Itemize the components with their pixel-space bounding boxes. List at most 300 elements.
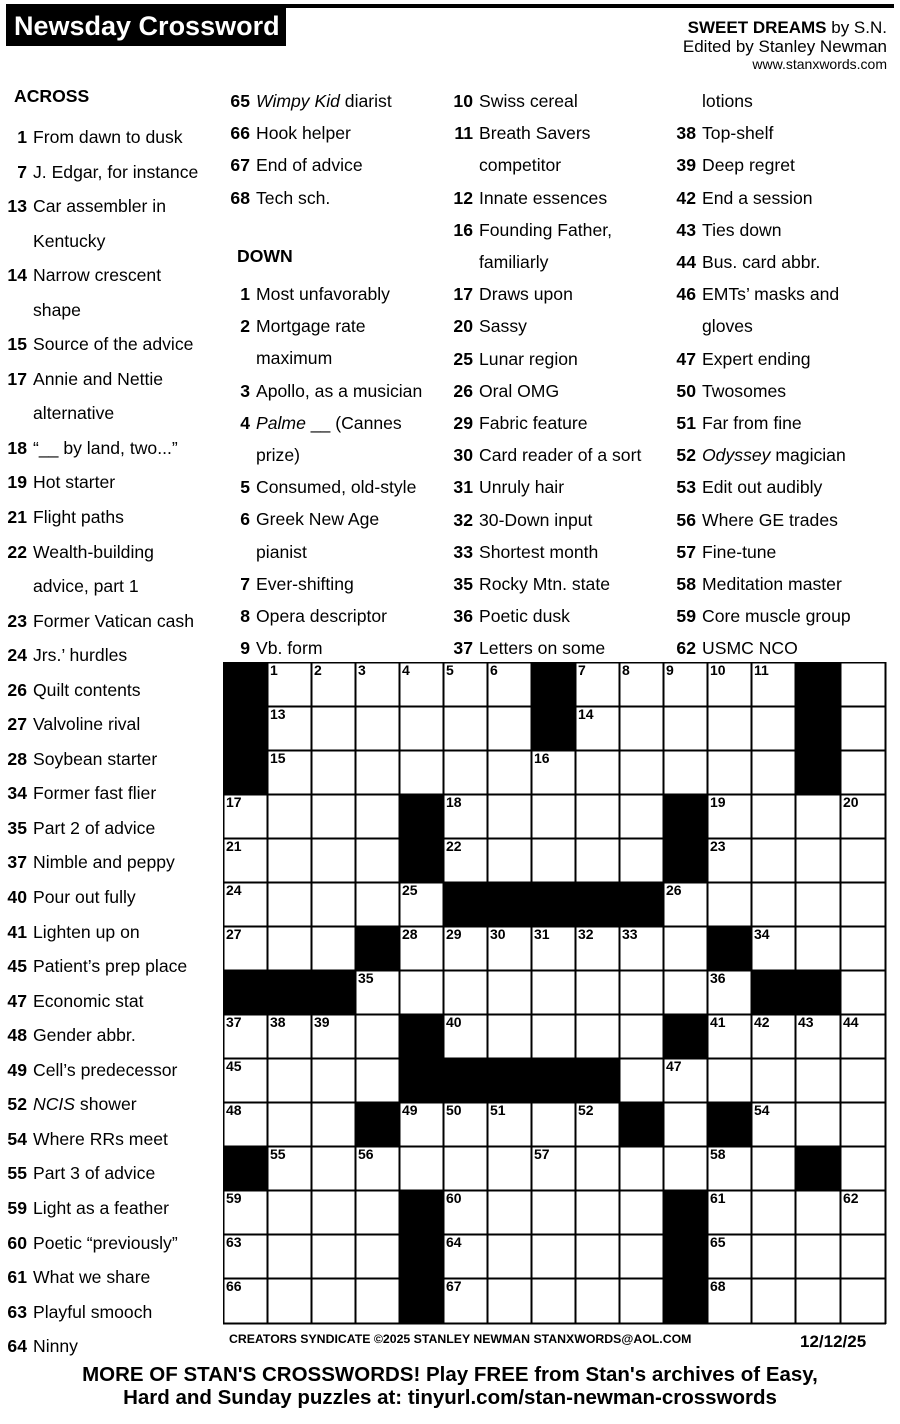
clue [6,1122,198,1157]
clue-text: Draws upon [479,284,573,305]
copyright: CREATORS SYNDICATE ©2025 STANLEY NEWMAN STANXWORDS@AOL.COM [229,1332,692,1346]
website: www.stanxwords.com [752,56,887,72]
grid-number: 18 [446,794,462,810]
clue [6,189,198,224]
clue [6,984,198,1019]
clue-text: What we share [33,1267,151,1288]
grid-number: 21 [226,838,242,854]
clue [6,431,198,466]
grid-number: 56 [358,1146,374,1162]
clue [229,536,422,568]
clue-text: Part 2 of advice [33,817,156,838]
grid-number: 37 [226,1014,242,1030]
clue-text: Meditation master [702,574,842,595]
clue-text: Greek New Age [256,509,380,530]
clue [6,1053,198,1088]
clue-text: Swiss cereal [479,91,578,111]
clue [675,375,851,407]
grid-number: 44 [843,1014,859,1030]
clue-text: maximum [256,348,333,369]
clue-text: Lighten up on [33,921,140,942]
clue [452,600,641,632]
clue-text: Rocky Mtn. state [479,574,611,595]
clue [6,1191,198,1226]
promo-line-2: Hard and Sunday puzzles at: tinyurl.com/stan-newman-crosswords [123,1386,777,1409]
clue [675,471,851,503]
clue-text: Nimble and peppy [33,852,175,873]
grid-number: 33 [622,926,638,942]
clue-text: Soybean starter [33,748,158,769]
clue [675,246,851,278]
clue-number: 4 [240,412,250,433]
clue [675,149,851,181]
clue-text: gloves [702,316,753,337]
clue-number: 47 [676,348,696,369]
clue [675,117,851,149]
clue [6,120,198,155]
clue-number: 32 [453,509,473,530]
clue-text: Edit out audibly [702,477,823,498]
grid-number: 47 [666,1058,682,1074]
clue [452,536,641,568]
clue-text: Oral OMG [479,380,560,401]
clue-number: 67 [230,155,250,176]
grid-number: 2 [314,662,322,678]
clue-text: pianist [256,541,307,562]
clue-number: 65 [230,91,250,111]
clue-text: Poetic “previously” [33,1232,178,1253]
grid-number: 38 [270,1014,286,1030]
clue [452,568,641,600]
grid-number: 65 [710,1234,726,1250]
clue [229,439,422,471]
clue-text: Apollo, as a musician [256,380,423,401]
clue-text: prize) [256,445,300,466]
clue-text: USMC NCO [702,638,798,659]
clue [229,407,422,439]
clue-number: 37 [7,852,27,873]
grid-number: 10 [710,662,726,678]
clue-text: Odyssey magician [702,445,846,466]
grid-number: 45 [226,1058,242,1074]
clue-text: J. Edgar, for instance [33,161,199,182]
clue [6,569,198,604]
clue-number: 7 [17,161,27,182]
clue-number: 14 [7,265,27,286]
grid-number: 26 [666,882,682,898]
clue [6,949,198,984]
clue [675,214,851,246]
clue-text: Wealth-building [33,541,154,562]
clue-text: Palme __ (Cannes [256,412,402,433]
clue [6,500,198,535]
clue-column-across-1 [6,120,198,1364]
clue [452,246,641,278]
promo-line-1: MORE OF STAN'S CROSSWORDS! Play FREE from Stan's archives of Easy, [82,1363,818,1386]
clue-number: 3 [240,380,250,401]
clue [675,504,851,536]
clue [229,85,392,117]
clue-column-across-2 [229,85,392,214]
clue [6,915,198,950]
grid-number: 41 [710,1014,726,1030]
clue-number: 51 [676,413,696,434]
grid-number: 35 [358,970,374,986]
clue-number: 53 [676,477,696,498]
clue-number: 66 [230,123,250,144]
clue-number: 26 [7,679,27,700]
clue [452,504,641,536]
clue [675,182,851,214]
grid-number: 58 [710,1146,726,1162]
clue [6,707,198,742]
clue [452,117,641,149]
grid-number: 49 [402,1102,418,1118]
grid-number: 55 [270,1146,286,1162]
clue [6,1329,198,1364]
clue-number: 35 [7,817,27,838]
clue [452,214,641,246]
clue-text: Where RRs meet [33,1128,168,1149]
clue-text: Ties down [702,219,782,240]
clue [675,278,851,310]
clue-column-down-3 [675,85,851,665]
grid-number: 40 [446,1014,462,1030]
clue-number: 17 [7,368,27,389]
clue-text: Car assembler in [33,196,166,217]
grid-number: 16 [534,750,550,766]
grid-number: 36 [710,970,726,986]
clue-number: 43 [676,219,696,240]
clue-text: Ever-shifting [256,573,354,594]
clue-number: 25 [453,348,473,369]
clue-text: Fine-tune [702,541,777,562]
clue-text: Hot starter [33,472,116,493]
clue [6,327,198,362]
clue-text: Opera descriptor [256,606,388,627]
clue-number: 52 [7,1094,27,1115]
clue-number: 57 [676,541,696,562]
down-heading: DOWN [237,246,293,266]
clue-number: 24 [7,645,27,666]
clue-number: 16 [453,219,473,240]
clue [675,536,851,568]
clue [452,471,641,503]
clue-number: 62 [676,638,696,659]
clue-text: Part 3 of advice [33,1163,156,1184]
clue-text: Founding Father, [479,219,613,240]
promo-footer [0,1363,900,1409]
grid-number: 60 [446,1190,462,1206]
grid-number: 57 [534,1146,550,1162]
grid-number: 54 [754,1102,770,1118]
clue [229,600,422,632]
grid-number: 22 [446,838,462,854]
clue [6,1018,198,1053]
clue-text: EMTs’ masks and [702,284,840,305]
clue-number: 33 [453,541,473,562]
clue-text: Mortgage rate [256,316,366,337]
clue-text: Consumed, old-style [256,477,417,498]
clue-number: 38 [676,123,696,144]
clue-text: Shortest month [479,541,599,562]
clue-number: 42 [676,187,696,208]
puzzle-title: SWEET DREAMS [687,18,827,37]
clue-text: Wimpy Kid diarist [256,91,392,111]
grid-number: 51 [490,1102,506,1118]
clue [452,149,641,181]
clue-number: 15 [7,334,27,355]
grid-number: 43 [798,1014,814,1030]
clue-text: NCIS shower [33,1094,137,1115]
grid-number: 39 [314,1014,330,1030]
grid-number: 59 [226,1190,242,1206]
clue [6,155,198,190]
clue-text: Valvoline rival [33,714,141,735]
clue [229,310,422,342]
clue-text: Former Vatican cash [33,610,195,631]
clue-number: 59 [7,1197,27,1218]
clue-text: End a session [702,187,813,208]
clue-number: 11 [454,123,473,144]
clue-number: 49 [7,1059,27,1080]
clue [6,258,198,293]
grid-number: 17 [226,794,242,810]
clue-text: Unruly hair [479,477,565,498]
clue-text: From dawn to dusk [33,127,183,147]
clue [6,880,198,915]
clue-number: 12 [453,187,473,208]
clue-number: 41 [7,921,27,942]
clue-number: 39 [676,155,696,176]
clue-number: 7 [240,573,250,594]
clue-number: 13 [7,196,27,217]
clue-text: shape [33,299,81,320]
grid-number: 8 [622,662,630,678]
clue [6,1260,198,1295]
clue-text: familiarly [479,252,549,273]
clue [229,278,422,310]
clue [6,1087,198,1122]
clue-number: 56 [676,509,696,530]
grid-number: 3 [358,662,366,678]
puzzle-date: 12/12/25 [800,1332,867,1351]
grid-number: 63 [226,1234,242,1250]
clue-text: Where GE trades [702,509,838,530]
clue-text: 30-Down input [479,509,593,530]
author: by S.N. [831,18,887,37]
clue-text: Top-shelf [702,123,774,144]
clue-text: alternative [33,403,115,424]
clue-number: 22 [7,541,27,562]
clue-number: 68 [230,187,250,208]
clue [6,293,198,328]
clue [452,439,641,471]
clue [6,604,198,639]
clue [675,632,851,664]
clue [452,182,641,214]
clue [229,568,422,600]
clue [452,407,641,439]
clue [675,85,851,117]
clue-number: 46 [676,284,696,305]
clue-number: 52 [676,445,696,466]
clue-text: Jrs.’ hurdles [33,645,128,666]
clue [229,632,422,664]
clue [229,149,392,181]
clue [452,310,641,342]
clue-number: 60 [7,1232,27,1253]
grid-number: 4 [402,662,410,678]
clue-number: 44 [676,252,696,273]
grid-number: 66 [226,1278,242,1294]
clue-number: 6 [240,509,250,530]
clue-number: 28 [7,748,27,769]
clue-text: Flight paths [33,507,124,528]
clue-number: 17 [453,284,473,305]
grid-number: 28 [402,926,418,942]
clue [6,638,198,673]
clue-text: Bus. card abbr. [702,252,821,273]
clue [452,632,641,664]
clue-text: Twosomes [702,380,787,401]
clue [6,465,198,500]
clue-number: 5 [240,477,250,498]
grid-number: 50 [446,1102,462,1118]
grid-number: 13 [270,706,286,722]
clue [6,742,198,777]
grid-number: 27 [226,926,242,942]
grid-number: 11 [754,662,769,678]
clue-text: Narrow crescent [33,265,162,286]
clue [6,776,198,811]
clue [6,673,198,708]
clue-column-down-2 [452,85,641,665]
clue-number: 9 [240,638,250,659]
clue [229,503,422,535]
clue-text: Quilt contents [33,679,141,700]
clue [6,396,198,431]
across-heading: ACROSS [14,86,90,106]
clue-number: 45 [7,956,27,977]
grid-number: 61 [710,1190,726,1206]
clue-number: 2 [240,316,250,337]
clue-text: Core muscle group [702,606,851,627]
clue-text: Former fast flier [33,783,157,804]
clue-text: “__ by land, two...” [33,437,178,458]
grid-number: 52 [578,1102,594,1118]
grid-number: 32 [578,926,594,942]
clue-text: Card reader of a sort [479,445,642,466]
clue [229,471,422,503]
clue [675,310,851,342]
grid-lines [223,662,887,1325]
clue [452,343,641,375]
clue-text: Tech sch. [256,187,331,208]
clue-number: 36 [453,606,473,627]
grid-number: 64 [446,1234,462,1250]
clue [675,407,851,439]
page-title: Newsday Crossword [6,8,286,46]
grid-number: 14 [578,706,594,722]
clue-text: Fabric feature [479,413,588,434]
grid-number: 42 [754,1014,770,1030]
grid-number: 12 [798,662,814,678]
clue [452,85,641,117]
grid-number: 1 [270,662,278,678]
clue-text: Source of the advice [33,334,194,355]
clue-number: 31 [453,477,473,498]
clue-number: 1 [240,284,250,304]
clue-number: 37 [453,638,473,659]
grid-number: 6 [490,662,498,678]
grid-number: 46 [402,1058,418,1074]
grid-number: 68 [710,1278,726,1294]
clue-text: Letters on some [479,638,606,659]
grid-number: 67 [446,1278,462,1294]
clue-text: Innate essences [479,187,608,208]
clue-number: 55 [7,1163,27,1184]
clue-number: 47 [7,990,27,1011]
clue-number: 1 [17,127,27,147]
clue-text: Most unfavorably [256,284,390,304]
clue [6,224,198,259]
clue-text: Breath Savers [479,123,591,144]
clue-number: 20 [453,316,473,337]
clue [229,182,392,214]
clue-text: advice, part 1 [33,576,139,597]
clue [452,375,641,407]
grid-number: 29 [446,926,462,942]
clue-text: lotions [702,91,753,111]
clue-text: Sassy [479,316,527,337]
grid-number: 53 [622,1102,638,1118]
clue [675,600,851,632]
grid-number: 24 [226,882,242,898]
grid-number: 23 [710,838,726,854]
clue-text: End of advice [256,155,363,176]
clue-text: Lunar region [479,348,578,369]
clue [229,117,392,149]
clue-number: 34 [7,783,27,804]
clue-text: Pour out fully [33,887,136,908]
clue [675,343,851,375]
clue [6,535,198,570]
clue-number: 58 [676,574,696,595]
clue-text: Light as a feather [33,1197,169,1218]
clue-text: competitor [479,155,562,176]
clue-number: 27 [7,714,27,735]
clue-number: 29 [453,413,473,434]
grid-number: 25 [402,882,418,898]
grid-number: 48 [226,1102,242,1118]
clue [6,1226,198,1261]
clue-number: 63 [7,1301,27,1322]
grid-number: 62 [843,1190,859,1206]
clue [675,568,851,600]
clue [6,362,198,397]
clue-number: 35 [453,574,473,595]
clue-number: 23 [7,610,27,631]
grid-number: 15 [270,750,286,766]
clue-number: 64 [7,1336,27,1357]
clue [675,439,851,471]
clue-text: Poetic dusk [479,606,570,627]
clue-text: Hook helper [256,123,351,144]
clue [452,278,641,310]
clue-number: 18 [7,437,27,458]
clue-text: Gender abbr. [33,1025,136,1046]
